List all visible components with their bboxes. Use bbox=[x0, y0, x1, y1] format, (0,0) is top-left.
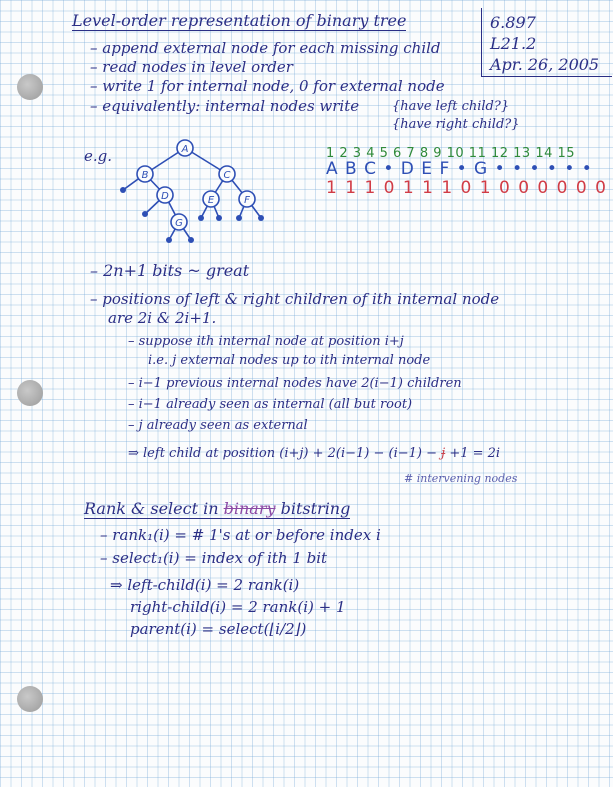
rank-select-heading bbox=[84, 500, 350, 519]
example-label: e.g. bbox=[84, 147, 113, 165]
formula-start: ⇒ left child at position (i+j) + 2(i−1) − (i−1) − bbox=[128, 446, 438, 461]
left-child-definition: ⇒ left-child(i) = 2 rank(i) bbox=[110, 576, 300, 594]
parent-definition: parent(i) = select(⌊i/2⌋) bbox=[130, 620, 307, 638]
tree-node-a: A bbox=[181, 144, 189, 155]
tree-node-b: B bbox=[141, 170, 149, 181]
formula-end: +1 = 2i bbox=[449, 446, 501, 461]
binder-hole-top bbox=[17, 74, 43, 100]
bit-sequence: 1 1 1 0 1 1 1 0 1 0 0 0 0 0 0 bbox=[326, 178, 608, 198]
rank-definition: – rank₁(i) = # 1's at or before index i bbox=[100, 526, 381, 544]
bullet-read-level-order: – read nodes in level order bbox=[90, 58, 293, 76]
select-definition: – select₁(i) = index of ith 1 bit bbox=[100, 549, 328, 567]
seen-external-line: – j already seen as external bbox=[128, 418, 308, 433]
intervening-nodes-note: # intervening nodes bbox=[404, 472, 518, 485]
ie-line: i.e. j external nodes up to ith internal node bbox=[148, 353, 431, 368]
lecture-info-box bbox=[481, 8, 612, 77]
rank-select-title-start: Rank & select in bbox=[84, 499, 219, 518]
tree-node-c: C bbox=[223, 170, 231, 181]
tree-node-e: E bbox=[207, 195, 215, 206]
node-sequence: A B C • D E F • G • • • • • • bbox=[326, 159, 593, 179]
tree-node-g: G bbox=[175, 218, 183, 229]
rank-select-title-end: bitstring bbox=[280, 499, 351, 518]
previous-nodes-line: – i−1 previous internal nodes have 2(i−1) children bbox=[128, 376, 462, 391]
binder-hole-middle bbox=[17, 380, 43, 406]
lecture-number: L21.2 bbox=[490, 34, 537, 53]
suppose-line: – suppose ith internal node at position i+j bbox=[128, 334, 404, 349]
brace-left-child: {have left child?} bbox=[392, 99, 510, 114]
positions-line: – positions of left & right children of ith internal node bbox=[90, 290, 500, 308]
seen-internal-line: – i−1 already seen as internal (all but root) bbox=[128, 397, 413, 412]
bits-count-line: – 2n+1 bits ~ great bbox=[90, 261, 250, 280]
binary-tree-diagram bbox=[115, 138, 315, 248]
lecture-date: Apr. 26, 2005 bbox=[490, 55, 600, 74]
bullet-write-bits: – write 1 for internal node, 0 for external node bbox=[90, 77, 445, 95]
index-sequence: 1 2 3 4 5 6 7 8 9 10 11 12 13 14 15 bbox=[326, 146, 576, 161]
left-child-formula bbox=[128, 445, 500, 462]
binder-hole-bottom bbox=[17, 686, 43, 712]
brace-right-child: {have right child?} bbox=[392, 117, 520, 132]
formula-cancelled-j: j bbox=[441, 446, 446, 461]
tree-node-d: D bbox=[161, 191, 169, 202]
course-number: 6.897 bbox=[490, 13, 536, 32]
right-child-definition: right-child(i) = 2 rank(i) + 1 bbox=[130, 598, 346, 616]
rank-select-title-struck: binary bbox=[223, 499, 276, 518]
page-title: Level-order representation of binary tree bbox=[72, 11, 407, 30]
positions-line-2: are 2i & 2i+1. bbox=[108, 309, 217, 327]
bullet-append-external: – append external node for each missing child bbox=[90, 39, 441, 57]
bullet-equivalently: – equivalently: internal nodes write bbox=[90, 97, 360, 115]
tree-node-f: F bbox=[244, 195, 250, 206]
